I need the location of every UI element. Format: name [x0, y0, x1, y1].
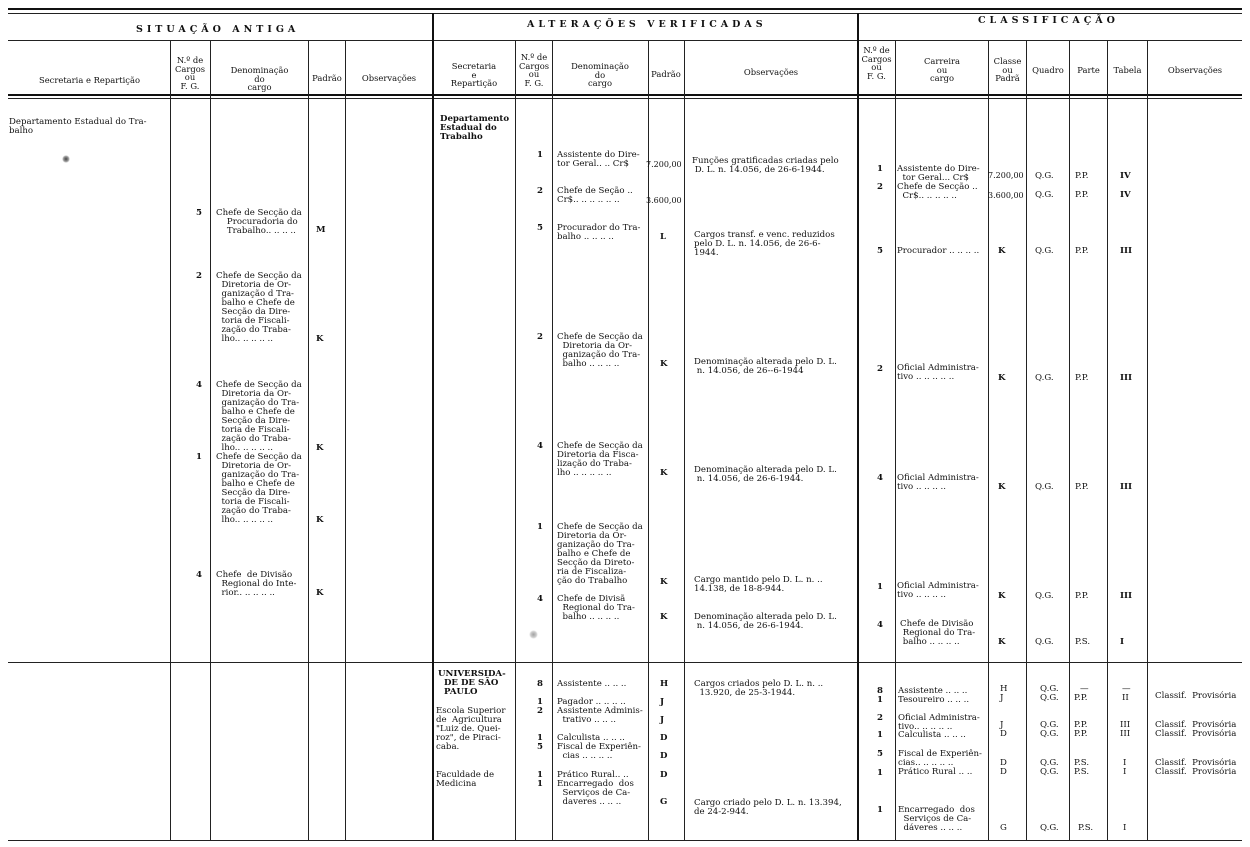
classificacao-quadro: Q.G.: [1035, 482, 1054, 492]
alteracoes-cargos: 2: [537, 332, 543, 342]
usp-class-classe: D: [1000, 729, 1007, 739]
antiga-denominacao: Chefe de Secção da Diretoria da Or- ganização do Tra- balho e Chefe de Secção da Dire- toria de Fiscali- zação do Traba- lho.. .. .. .. ..: [216, 380, 302, 453]
antiga-padrao: M: [316, 225, 326, 235]
usp-class-parte: P.S.: [1078, 823, 1094, 833]
classificacao-tabela: III: [1120, 591, 1133, 601]
usp-class-parte: P.P.: [1074, 693, 1088, 703]
top-rule-thin: [8, 13, 1242, 14]
usp-class-quadro: Q.G.: [1040, 823, 1059, 833]
col-line: [1026, 40, 1027, 840]
classificacao-quadro: Q.G.: [1035, 190, 1054, 200]
usp-class-cargos: 1: [877, 805, 883, 815]
classificacao-cargos: 2: [877, 182, 883, 192]
classificacao-parte: P.P.: [1075, 482, 1089, 492]
alteracoes-denominacao: Chefe de Secção da Diretoria da Or- ganização do Tra- balho .. .. .. ..: [557, 332, 643, 369]
col-header-secretaria: Secretaria e Repartição: [38, 75, 141, 85]
col-header-observacoes: Observações: [743, 67, 799, 77]
classificacao-classe: 3.600,00: [988, 191, 1024, 200]
alteracoes-denominacao: Chefe de Secção da Diretoria da Or- ganização do Tra- balho e Chefe de Secção da Direto- ria de Fiscaliza- ção do Trabalho: [557, 522, 643, 586]
usp-alteracoes-denominacao: Assistente Adminis- trativo .. .. ..: [557, 706, 643, 725]
alteracoes-padrao: K: [660, 468, 668, 478]
alteracoes-observacoes: Denominação alterada pelo D. L. n. 14.056, de 26-6-1944.: [694, 465, 837, 484]
usp-alteracoes-cargos: 1: [537, 697, 543, 707]
usp-class-cargos: 5: [877, 749, 883, 759]
usp-class-carreira: Tesoureiro .. .. ..: [898, 695, 970, 705]
classificacao-parte: P.P.: [1075, 246, 1089, 256]
col-header-cargos: N.º de Cargos ou F. G.: [174, 55, 206, 91]
usp-alteracoes-denominacao: Prático Rural.. ..: [557, 770, 629, 780]
usp-alteracoes-denominacao: Fiscal de Experiên- cias .. .. .. ..: [557, 742, 641, 761]
usp-class-parte: P.P.: [1074, 720, 1088, 730]
alteracoes-cargos: 2: [537, 186, 543, 196]
col-header-padrao: Padrão: [651, 69, 681, 79]
classificacao-tabela: IV: [1120, 190, 1131, 200]
usp-class-classe: J: [1000, 720, 1004, 730]
usp-alteracoes-padrao: D: [660, 770, 668, 780]
alteracoes-secretaria: Departamento Estadual do Trabalho: [440, 114, 510, 142]
classificacao-tabela: III: [1120, 246, 1133, 256]
alteracoes-padrao: L: [660, 232, 667, 242]
classificacao-parte: P.P.: [1075, 171, 1089, 181]
classificacao-carreira: Oficial Administra- tivo .. .. .. ..: [897, 473, 979, 492]
top-rule: [8, 8, 1242, 10]
col-line: [1147, 40, 1148, 840]
classificacao-carreira: Oficial Administra- tivo .. .. .. .. ..: [897, 363, 979, 382]
usp-class-obs: Classif. Provisória: [1155, 720, 1237, 730]
antiga-cargos: 1: [196, 452, 202, 462]
antiga-denominacao: Chefe de Secção da Procuradoria do Trabalho.. .. .. ..: [216, 208, 302, 236]
usp-class-carreira: Encarregado dos Serviços de Ca- dáveres .. .. ..: [898, 805, 975, 833]
usp-alteracoes-cargos: 2: [537, 706, 543, 716]
usp-class-classe: H: [1000, 684, 1008, 694]
usp-class-tabela: I: [1123, 767, 1127, 777]
alteracoes-observacoes: Funções gratificadas criadas pelo D. L. n. 14.056, de 26-6-1944.: [692, 156, 839, 175]
classificacao-parte: P.P.: [1075, 591, 1089, 601]
antiga-cargos: 4: [196, 380, 202, 390]
usp-class-tabela: —: [1122, 684, 1131, 694]
alteracoes-denominacao: Chefe de Divisã Regional do Tra- balho .. .. .. ..: [557, 594, 635, 622]
usp-class-obs: Classif. Provisória: [1155, 729, 1237, 739]
usp-alteracoes-padrao: G: [660, 797, 668, 807]
alteracoes-cargos: 4: [537, 594, 543, 604]
alteracoes-denominacao: Chefe de Secção da Diretoria da Fisca- lização do Traba- lho .. .. .. .. ..: [557, 441, 643, 478]
usp-class-classe: G: [1000, 823, 1007, 833]
alteracoes-observacoes: Denominação alterada pelo D. L. n. 14.056, de 26--6-1944: [694, 357, 837, 376]
usp-alteracoes-padrao: D: [660, 751, 668, 761]
usp-class-parte: P.S.: [1074, 767, 1090, 777]
divider-alteracoes: [857, 13, 859, 840]
classificacao-quadro: Q.G.: [1035, 373, 1054, 383]
classificacao-quadro: Q.G.: [1035, 637, 1054, 647]
alteracoes-denominacao: Procurador do Tra- balho .. .. .. ..: [557, 223, 641, 242]
usp-class-parte: P.S.: [1074, 758, 1090, 768]
usp-class-tabela: III: [1120, 729, 1131, 739]
col-header-tabela: Tabela: [1113, 65, 1142, 75]
col-line: [684, 40, 685, 840]
usp-class-cargos: 1: [877, 730, 883, 740]
bottom-rule: [8, 840, 1242, 841]
col-header-padrao: Padrão: [312, 73, 342, 83]
classificacao-classe: K: [998, 637, 1006, 647]
usp-class-carreira: Calculista .. .. ..: [898, 730, 966, 740]
usp-alteracoes-padrao: J: [660, 715, 665, 725]
alteracoes-cargos: 5: [537, 223, 543, 233]
classificacao-parte: P.P.: [1075, 373, 1089, 383]
usp-class-tabela: I: [1123, 823, 1127, 833]
heading-rule: [8, 40, 1242, 41]
usp-alteracoes-cargos: 1: [537, 779, 543, 789]
classificacao-classe: 7.200,00: [988, 171, 1024, 180]
col-line: [1069, 40, 1070, 840]
usp-secretaria: UNIVERSIDA- DE DE SÃO PAULO: [438, 669, 506, 697]
col-line: [308, 40, 309, 840]
classificacao-carreira: Assistente do Dire- tor Geral... Cr$: [897, 164, 980, 183]
usp-class-tabela: III: [1120, 720, 1131, 730]
usp-class-tabela: I: [1123, 758, 1127, 768]
section-divider-rule: [8, 662, 1242, 663]
alteracoes-observacoes: Cargos transf. e venc. reduzidos pelo D. L. n. 14.056, de 26-6- 1944.: [694, 230, 835, 258]
usp-class-obs: Classif. Provisória: [1155, 767, 1237, 777]
usp-alteracoes-observacoes: Cargos criados pelo D. L. n. .. 13.920, de 25-3-1944.: [694, 679, 824, 698]
usp-class-cargos: 1: [877, 695, 883, 705]
heading-classificacao: CLASSIFICAÇÃO: [978, 15, 1119, 26]
usp-class-quadro: Q.G.: [1040, 720, 1059, 730]
classificacao-quadro: Q.G.: [1035, 591, 1054, 601]
antiga-denominacao: Chefe de Secção da Diretoria de Or- ganização d Tra- balho e Chefe de Secção da Dire- toria de Fiscali- zação do Traba- lho.. .. .. .. ..: [216, 271, 302, 344]
classificacao-cargos: 1: [877, 582, 883, 592]
usp-class-classe: J: [1000, 693, 1004, 703]
usp-class-classe: D: [1000, 758, 1007, 768]
col-header-cargos: N.º de Cargos ou F. G.: [861, 45, 892, 81]
usp-class-obs: Classif. Provisória: [1155, 758, 1237, 768]
classificacao-classe: K: [998, 591, 1006, 601]
usp-class-quadro: Q.G.: [1040, 758, 1059, 768]
usp-class-cargos: 2: [877, 713, 883, 723]
classificacao-tabela: III: [1120, 373, 1133, 383]
antiga-cargos: 4: [196, 570, 202, 580]
usp-alteracoes-cargos: 1: [537, 770, 543, 780]
classificacao-tabela: I: [1120, 637, 1125, 647]
ink-smudge: [529, 630, 538, 639]
usp-class-quadro: Q.G.: [1040, 767, 1059, 777]
divider-antiga: [432, 13, 434, 840]
classificacao-carreira: Oficial Administra- tivo .. .. .. ..: [897, 581, 979, 600]
usp-alteracoes-cargos: 1: [537, 733, 543, 743]
alteracoes-padrao: 3.600,00: [646, 196, 682, 205]
antiga-padrao: K: [316, 334, 324, 344]
usp-class-tabela: II: [1122, 693, 1129, 703]
usp-class-parte: P.P.: [1074, 729, 1088, 739]
usp-class-quadro: Q.G.: [1040, 729, 1059, 739]
classificacao-cargos: 2: [877, 364, 883, 374]
classificacao-cargos: 4: [877, 473, 883, 483]
col-header-parte: Parte: [1077, 65, 1100, 75]
alteracoes-cargos: 1: [537, 150, 543, 160]
classificacao-parte: P.S.: [1075, 637, 1091, 647]
col-header-observacoes: Observações: [1167, 65, 1223, 75]
classificacao-quadro: Q.G.: [1035, 246, 1054, 256]
col-header-denominacao: Denominação do cargo: [571, 61, 629, 88]
alteracoes-padrao: K: [660, 612, 668, 622]
alteracoes-padrao: 7.200,00: [646, 160, 682, 169]
antiga-padrao: K: [316, 588, 324, 598]
usp-alteracoes-cargos: 8: [537, 679, 543, 689]
antiga-padrao: K: [316, 515, 324, 525]
col-line: [345, 40, 346, 840]
col-line: [1107, 40, 1108, 840]
antiga-secretaria: Departamento Estadual do Tra- balho: [9, 117, 147, 136]
classificacao-parte: P.P.: [1075, 190, 1089, 200]
usp-alteracoes-padrao: H: [660, 679, 669, 689]
usp-class-cargos: 1: [877, 768, 883, 778]
classificacao-cargos: 1: [877, 164, 883, 174]
col-header-quadro: Quadro: [1032, 65, 1064, 75]
usp-alteracoes-cargos: 5: [537, 742, 543, 752]
alteracoes-denominacao: Assistente do Dire- tor Geral.. .. Cr$: [557, 150, 640, 169]
ink-smudge: [62, 155, 70, 163]
header-bottom-rule-thin: [8, 98, 1242, 99]
usp-class-carreira: Prático Rural .. ..: [898, 767, 973, 777]
alteracoes-padrao: K: [660, 359, 668, 369]
usp-class-cargos: 8: [877, 686, 883, 696]
alteracoes-observacoes: Cargo mantido pelo D. L. n. .. 14.138, de 18-8-944.: [694, 575, 823, 594]
alteracoes-padrao: K: [660, 577, 668, 587]
classificacao-cargos: 4: [877, 620, 883, 630]
header-bottom-rule: [8, 94, 1242, 96]
alteracoes-denominacao: Chefe de Seção .. Cr$.. .. .. .. .. ..: [557, 186, 633, 205]
col-header-observacoes: Observações: [361, 73, 417, 83]
classificacao-classe: K: [998, 482, 1006, 492]
classificacao-tabela: IV: [1120, 171, 1131, 181]
usp-alteracoes-denominacao: Encarregado dos Serviços de Ca- daveres .. .. ..: [557, 779, 634, 807]
classificacao-cargos: 5: [877, 246, 883, 256]
usp-class-quadro: Q.G.: [1040, 684, 1059, 694]
col-line: [552, 40, 553, 840]
usp-class-carreira: Fiscal de Experiên- cias.. .. .. .. ..: [898, 749, 982, 768]
usp-alteracoes-denominacao: Pagador .. .. .. ..: [557, 697, 626, 707]
classificacao-carreira: Chefe de Divisão Regional do Tra- balho .. .. .. ..: [900, 619, 976, 647]
col-line: [515, 40, 516, 840]
classificacao-tabela: III: [1120, 482, 1133, 492]
classificacao-quadro: Q.G.: [1035, 171, 1054, 181]
alteracoes-cargos: 4: [537, 441, 543, 451]
usp-class-quadro: Q.G.: [1040, 693, 1059, 703]
usp-faculdade: Faculdade de Medicina: [436, 770, 495, 789]
antiga-denominacao: Chefe de Secção da Diretoria de Or- ganização do Tra- balho e Chefe de Secção da Dire- toria de Fiscali- zação do Traba- lho.. .. .. .. ..: [216, 452, 302, 525]
antiga-cargos: 5: [196, 208, 202, 218]
heading-alteracoes: ALTERAÇÕES VERIFICADAS: [527, 19, 767, 30]
usp-class-parte: —: [1080, 684, 1089, 694]
col-line: [210, 40, 211, 840]
antiga-cargos: 2: [196, 271, 202, 281]
usp-alteracoes-denominacao: Calculista .. .. ..: [557, 733, 625, 743]
usp-class-carreira: Oficial Administra- tivo.. .. .. .. ..: [898, 713, 980, 732]
antiga-denominacao: Chefe de Divisão Regional do Inte- rior.. .. .. .. ..: [216, 570, 297, 598]
col-line: [170, 40, 171, 840]
usp-class-obs: Classif. Provisória: [1155, 691, 1237, 701]
col-header-classe: Classe ou Padrã: [993, 56, 1022, 83]
col-header-denominacao: Denominação do cargo: [230, 65, 289, 92]
classificacao-classe: K: [998, 373, 1006, 383]
usp-alteracoes-denominacao: Assistente .. .. ..: [557, 679, 627, 689]
classificacao-classe: K: [998, 246, 1006, 256]
antiga-padrao: K: [316, 443, 324, 453]
classificacao-carreira: Procurador .. .. .. ..: [897, 246, 980, 256]
col-header-secretaria: Secretaria e Repartição: [450, 61, 498, 88]
usp-alteracoes-padrao: J: [660, 697, 665, 707]
alteracoes-observacoes: Denominação alterada pelo D. L. n. 14.056, de 26-6-1944.: [694, 612, 837, 631]
usp-alteracoes-observacoes: Cargo criado pelo D. L. n. 13.394, de 24-2-944.: [694, 798, 842, 817]
usp-class-classe: D: [1000, 767, 1007, 777]
usp-alteracoes-padrao: D: [660, 733, 668, 743]
col-header-carreira: Carreira ou cargo: [923, 56, 961, 83]
heading-situacao-antiga: SITUAÇÃO ANTIGA: [136, 24, 300, 35]
usp-class-carreira: Assistente .. .. ..: [898, 686, 968, 696]
col-line: [988, 40, 989, 840]
usp-escola: Escola Superior de Agricultura "Luiz de. Quei- roz", de Piraci- caba.: [436, 706, 506, 752]
col-line: [895, 40, 896, 840]
classificacao-carreira: Chefe de Secção .. Cr$.. .. .. .. ..: [897, 182, 978, 201]
alteracoes-cargos: 1: [537, 522, 543, 532]
col-header-cargos: N.º de Cargos ou F. G.: [518, 52, 550, 88]
